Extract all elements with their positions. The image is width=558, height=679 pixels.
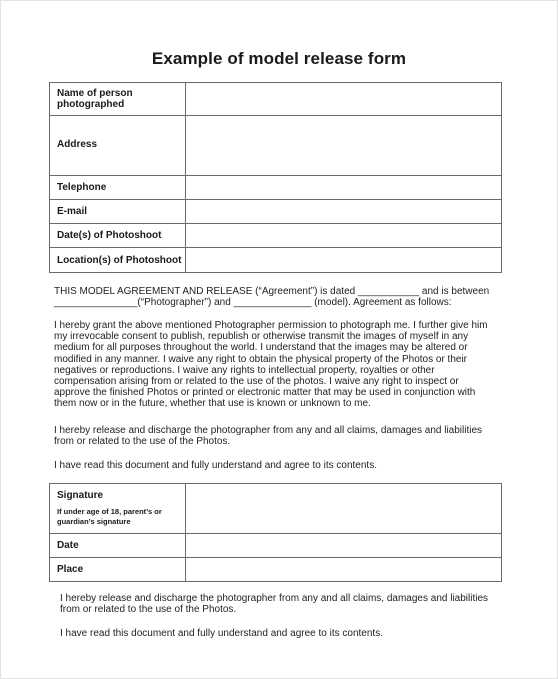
place-label: Place: [50, 558, 186, 582]
photoshoot-location-field[interactable]: [186, 248, 502, 273]
grant-line-2: my irrevocable consent to publish, republish or otherwise transmit the images of myself in any: [54, 331, 469, 343]
agreement-line-1: THIS MODEL AGREEMENT AND RELEASE (“Agreement”) is dated ___________ and is between: [54, 286, 490, 297]
address-label: Address: [50, 116, 186, 176]
photographed-person-details-table: [49, 82, 502, 273]
address-row: [50, 116, 502, 176]
signature-row: [50, 484, 502, 534]
telephone-field[interactable]: [186, 176, 502, 200]
grant-line-4: modified in any manner. I waive any right to obtain the physical property of the Photos or their: [54, 353, 468, 365]
photoshoot-date-field[interactable]: [186, 224, 502, 248]
signature-label-cell: [50, 484, 186, 534]
grant-line-6: compensation arising from or related to the use of the photos. I waive any right to inspect or: [54, 376, 459, 388]
release-line-2: from or related to the use of the Photos.: [54, 436, 231, 448]
agreement-intro: [54, 286, 514, 308]
date-row: [50, 534, 502, 558]
grant-line-5: negatives or reproductions. I waive any rights to intellectual property, royalties or other: [54, 364, 435, 376]
telephone-row: [50, 176, 502, 200]
release-line-1: I hereby release and discharge the photographer from any and all claims, damages and liabilities: [54, 425, 483, 436]
email-row: [50, 200, 502, 224]
grant-line-3: medium for all purposes throughout the world. I understand that the images may be altered or: [54, 342, 468, 354]
photoshoot-location-label: Location(s) of Photoshoot: [50, 248, 186, 273]
photoshoot-location-row: [50, 248, 502, 273]
grant-line-8: them now or in the future, whether that use is known or unknown to me.: [54, 398, 371, 410]
agreement-line-2: _______________(“Photographer”) and ______________ (model). Agreement as follows:: [54, 297, 452, 309]
telephone-label: Telephone: [50, 176, 186, 200]
page-title: Example of model release form: [151, 49, 407, 68]
name-label-line1: Name of person: [57, 88, 133, 99]
grant-line-1: I hereby grant the above mentioned Photographer permission to photograph me. I further give him: [54, 320, 488, 331]
release-repeat-line-2: from or related to the use of the Photos.: [60, 604, 237, 616]
release-paragraph: [54, 425, 514, 447]
guardian-signature-note: If under age of 18, parent’s or guardian’s signature: [57, 507, 162, 526]
release-repeat-line-1: I hereby release and discharge the photographer from any and all claims, damages and liabilities: [60, 593, 489, 604]
name-label-line2: photographed: [57, 99, 125, 110]
read-statement: I have read this document and fully understand and agree to its contents.: [54, 460, 377, 471]
name-field[interactable]: [186, 83, 502, 116]
email-field[interactable]: [186, 200, 502, 224]
name-label: [50, 83, 186, 116]
address-field[interactable]: [186, 116, 502, 176]
name-row: [50, 83, 502, 116]
date-field[interactable]: [186, 534, 502, 558]
email-label: E-mail: [50, 200, 186, 224]
date-label: Date: [50, 534, 186, 558]
signature-field[interactable]: [186, 484, 502, 534]
grant-line-7: approve the finished Photos or printed or electronic matter that may be used in conjunction with: [54, 387, 476, 399]
photoshoot-date-row: [50, 224, 502, 248]
place-row: [50, 558, 502, 582]
place-field[interactable]: [186, 558, 502, 582]
grant-paragraph: [54, 320, 514, 410]
read-statement-repeat: I have read this document and fully understand and agree to its contents.: [60, 628, 383, 639]
signature-label: Signature: [57, 490, 104, 501]
release-paragraph-repeat: [60, 593, 515, 615]
photoshoot-date-label: Date(s) of Photoshoot: [50, 224, 186, 248]
signature-table: [49, 483, 502, 582]
